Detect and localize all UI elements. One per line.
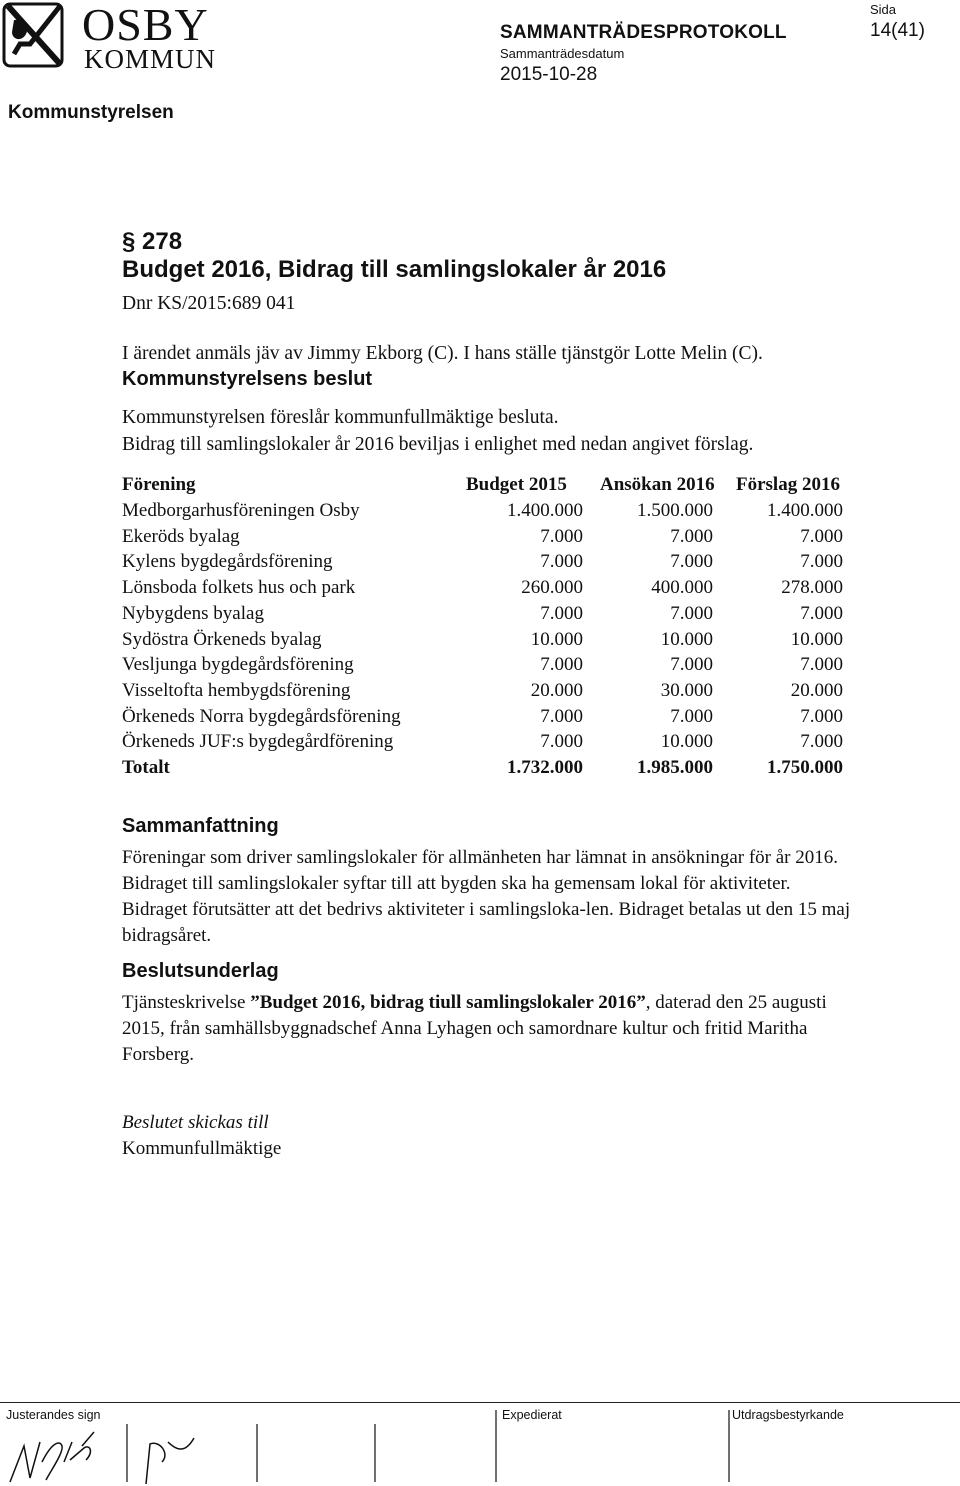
footer-justerandes-label: Justerandes sign bbox=[6, 1408, 101, 1422]
column-header-forening: Förening bbox=[122, 474, 196, 495]
ansokan-amount: 7.000 bbox=[670, 551, 713, 573]
budget-amount: 7.000 bbox=[540, 602, 583, 624]
forslag-amount: 10.000 bbox=[790, 628, 843, 650]
ansokan-amount: 7.000 bbox=[670, 525, 713, 547]
diary-number: Dnr KS/2015:689 041 bbox=[122, 293, 296, 314]
committee-name: Kommunstyrelsen bbox=[8, 102, 174, 123]
forslag-amount: 20.000 bbox=[790, 679, 843, 701]
ansokan-amount: 10.000 bbox=[660, 731, 713, 753]
association-name: Ekeröds byalag bbox=[122, 525, 240, 547]
basis-document-title: ”Budget 2016, bidrag tiull samlingslokaler 2016” bbox=[250, 992, 646, 1013]
column-header-ansokan: Ansökan 2016 bbox=[600, 474, 715, 495]
sent-to-recipient: Kommunfullmäktige bbox=[122, 1138, 282, 1159]
forslag-amount: 7.000 bbox=[800, 551, 843, 573]
forslag-amount: 7.000 bbox=[800, 731, 843, 753]
column-header-forslag: Förslag 2016 bbox=[736, 474, 840, 495]
basis-text-end: , daterad den 25 augusti 2015, från samhällsbyggnadschef Anna Lyhagen och samordnare kultur och fritid Maritha Forsberg. bbox=[122, 992, 827, 1065]
basis-heading: Beslutsunderlag bbox=[122, 960, 279, 982]
association-name: Vesljunga bygdegårdsförening bbox=[122, 654, 354, 676]
basis-text bbox=[122, 990, 842, 1068]
total-budget-amount: 1.732.000 bbox=[507, 757, 583, 778]
footer-signature-area bbox=[0, 1402, 960, 1486]
conflict-of-interest-note: I ärendet anmäls jäv av Jimmy Ekborg (C). I hans ställe tjänstgör Lotte Melin (C). bbox=[122, 343, 763, 364]
budget-amount: 7.000 bbox=[540, 705, 583, 727]
budget-amount: 1.400.000 bbox=[507, 500, 583, 521]
association-name: Lönsboda folkets hus och park bbox=[122, 577, 356, 599]
document-type: SAMMANTRÄDESPROTOKOLL bbox=[500, 22, 787, 43]
total-ansokan-amount: 1.985.000 bbox=[637, 757, 713, 778]
forslag-amount: 7.000 bbox=[800, 705, 843, 727]
signature-initials bbox=[146, 1438, 194, 1484]
budget-amount: 7.000 bbox=[540, 731, 583, 753]
section-title: Budget 2016, Bidrag till samlingslokaler år 2016 bbox=[122, 256, 667, 283]
association-name: Visseltofta hembygdsförening bbox=[122, 679, 351, 701]
decision-line: Kommunstyrelsen föreslår kommunfullmäktige besluta. bbox=[122, 407, 559, 428]
association-name: Medborgarhusföreningen Osby bbox=[122, 500, 360, 521]
decision-line: Bidrag till samlingslokaler år 2016 beviljas i enlighet med nedan angivet förslag. bbox=[122, 434, 754, 455]
section-number: § 278 bbox=[122, 228, 183, 255]
org-subtitle: KOMMUN bbox=[84, 44, 217, 74]
column-header-budget: Budget 2015 bbox=[466, 474, 567, 495]
basis-text-start: Tjänsteskrivelse bbox=[122, 992, 251, 1013]
ansokan-amount: 7.000 bbox=[670, 602, 713, 624]
association-name: Nybygdens byalag bbox=[122, 602, 264, 624]
org-name: OSBY bbox=[82, 0, 209, 50]
page-label: Sida bbox=[870, 2, 897, 17]
association-name: Kylens bygdegårdsförening bbox=[122, 551, 333, 573]
association-name: Örkeneds JUF:s bygdegårdförening bbox=[122, 731, 394, 753]
budget-amount: 10.000 bbox=[530, 628, 583, 650]
meeting-date-label: Sammanträdesdatum bbox=[500, 46, 625, 61]
association-name: Örkeneds Norra bygdegårdsförening bbox=[122, 705, 401, 727]
meeting-date: 2015-10-28 bbox=[500, 64, 598, 85]
association-name: Sydöstra Örkeneds byalag bbox=[122, 628, 322, 650]
decision-heading: Kommunstyrelsens beslut bbox=[122, 368, 373, 390]
ansokan-amount: 7.000 bbox=[670, 654, 713, 676]
ansokan-amount: 10.000 bbox=[660, 628, 713, 650]
forslag-amount: 7.000 bbox=[800, 654, 843, 676]
sent-to-label: Beslutet skickas till bbox=[122, 1112, 269, 1133]
footer-utdrag-label: Utdragsbestyrkande bbox=[732, 1408, 844, 1422]
budget-amount: 260.000 bbox=[521, 577, 583, 599]
ansokan-amount: 1.500.000 bbox=[637, 500, 713, 521]
forslag-amount: 7.000 bbox=[800, 602, 843, 624]
total-row-label: Totalt bbox=[122, 757, 170, 778]
budget-amount: 7.000 bbox=[540, 551, 583, 573]
ansokan-amount: 400.000 bbox=[651, 577, 713, 599]
budget-amount: 7.000 bbox=[540, 654, 583, 676]
forslag-amount: 7.000 bbox=[800, 525, 843, 547]
summary-text: Föreningar som driver samlingslokaler för allmänheten har lämnat in ansökningar för år 2016. Bidraget till samlingslokaler syftar till att bygden ska ha gemensam lokal för aktiviteter. Bidraget förutsätter att det bedrivs aktiviteter i samlingsloka-len. Bidraget betalas ut den 15 maj bidragsåret. bbox=[122, 847, 851, 946]
footer-expedierat-label: Expedierat bbox=[502, 1408, 562, 1422]
total-forslag-amount: 1.750.000 bbox=[767, 757, 843, 778]
summary-heading: Sammanfattning bbox=[122, 815, 279, 837]
forslag-amount: 1.400.000 bbox=[767, 500, 843, 521]
handwritten-signature bbox=[10, 1432, 94, 1482]
ansokan-amount: 30.000 bbox=[660, 679, 713, 701]
budget-amount: 7.000 bbox=[540, 525, 583, 547]
forslag-amount: 278.000 bbox=[781, 577, 843, 599]
budget-amount: 20.000 bbox=[530, 679, 583, 701]
page-number: 14(41) bbox=[870, 20, 925, 41]
ansokan-amount: 7.000 bbox=[670, 705, 713, 727]
